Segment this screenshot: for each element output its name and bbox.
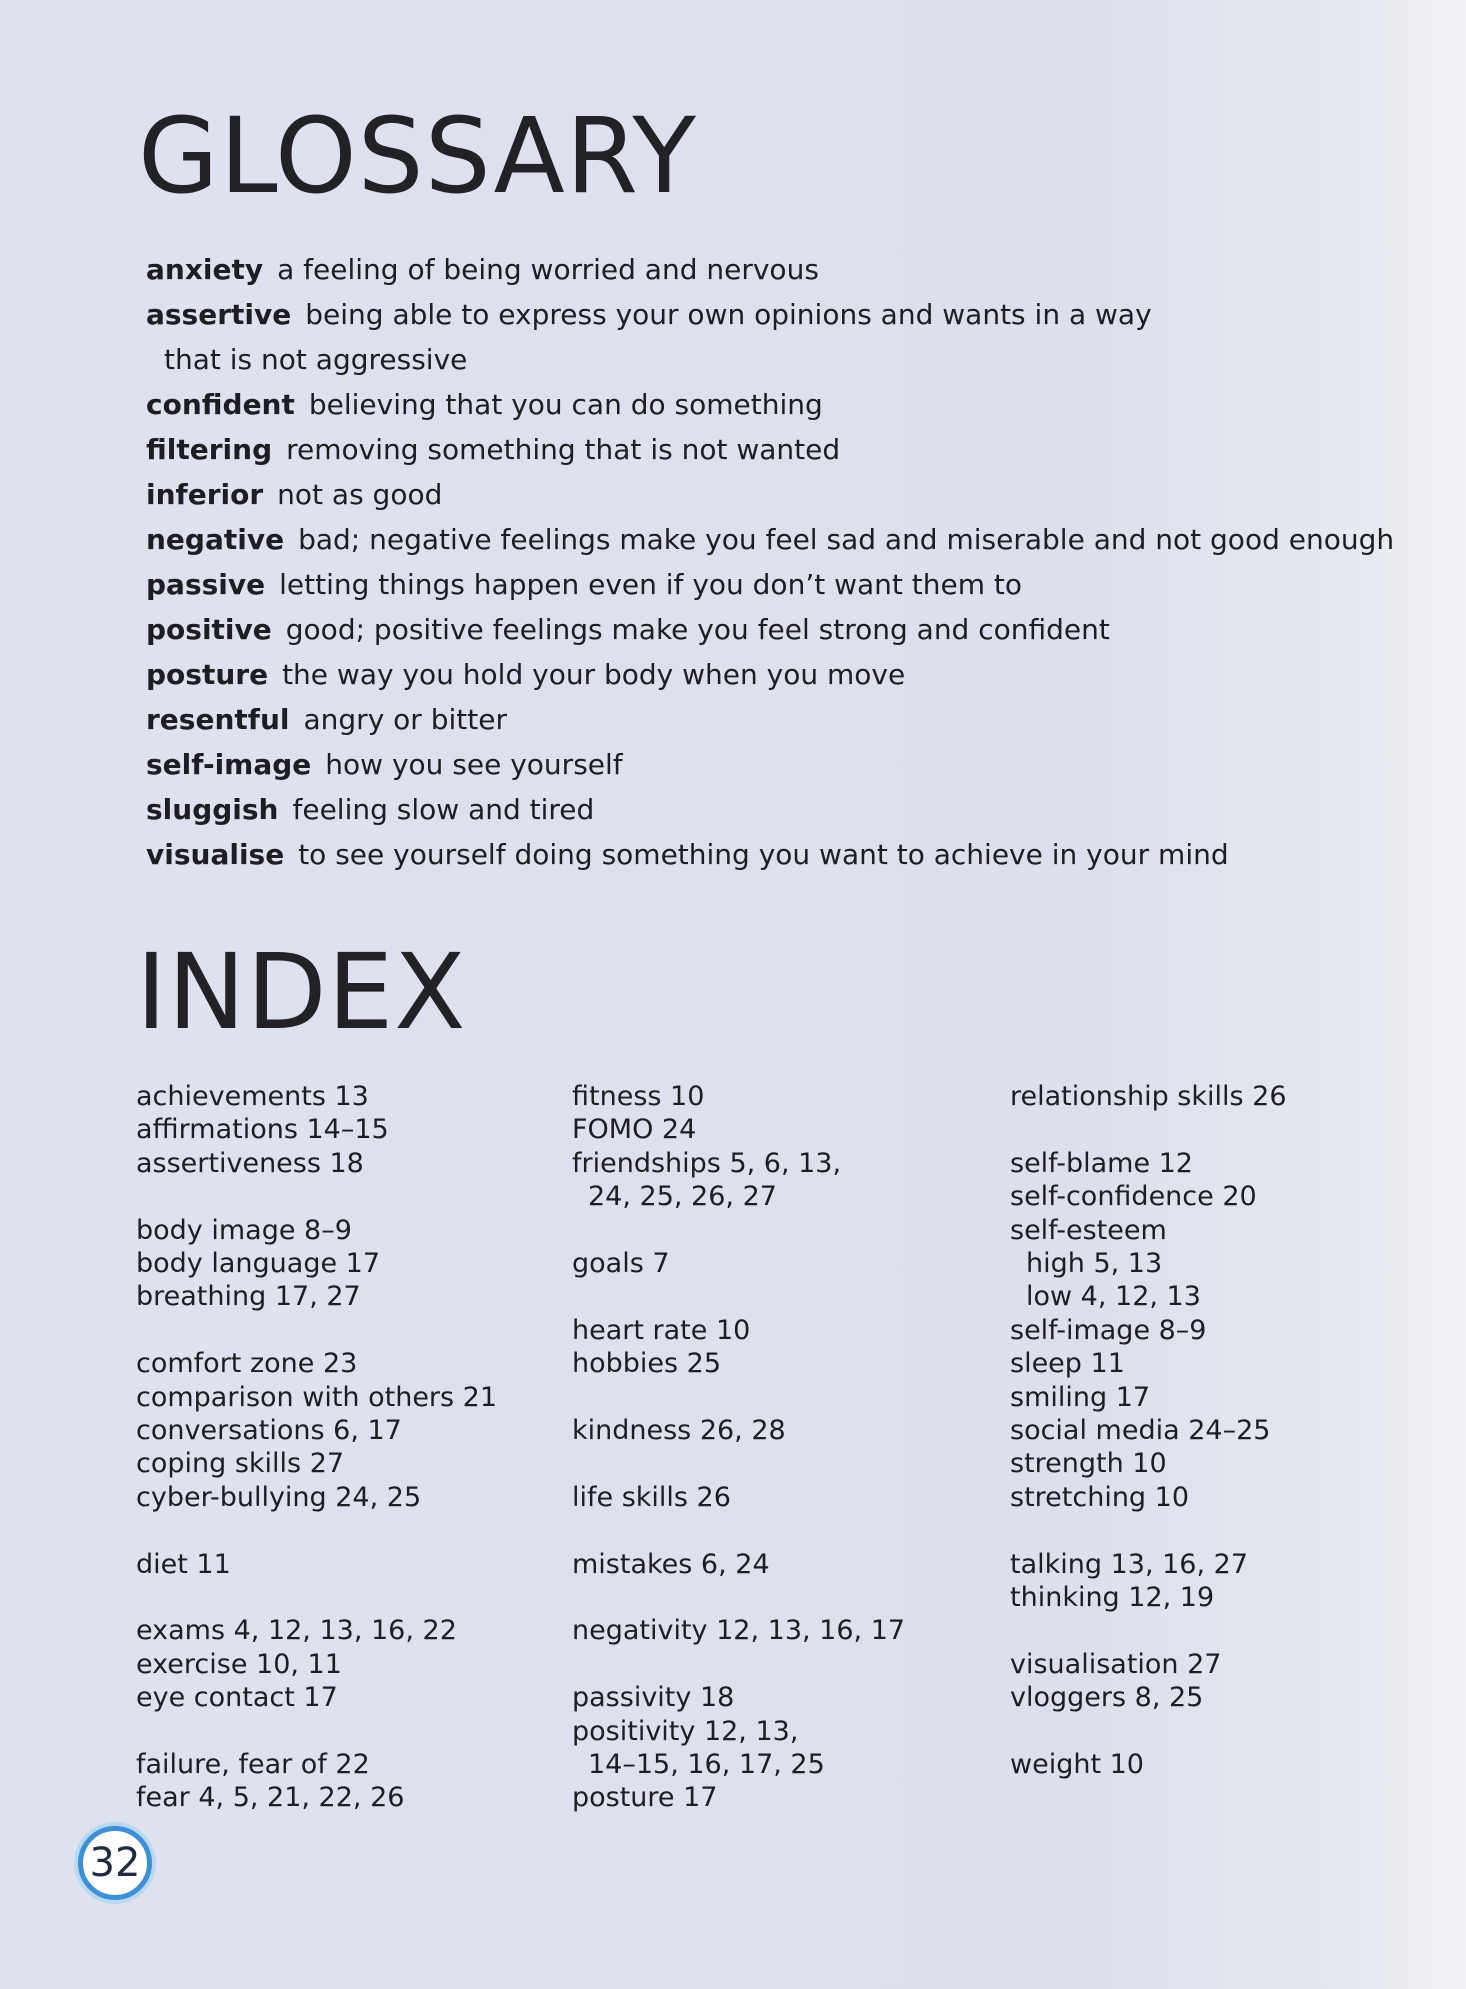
index-entry-text: posture 17 [572,1782,718,1814]
index-column-2 [572,1080,992,1815]
index-entry [572,1113,992,1146]
index-entry-text: goals 7 [572,1248,670,1280]
index-entry [1010,1648,1430,1681]
glossary-term: positive [146,613,272,646]
index-entry [136,1748,556,1781]
glossary-entry [146,292,1416,382]
index-entry [136,1648,556,1681]
glossary-term: posture [146,658,269,691]
index-entry [572,1614,992,1647]
index-entry-text: affirmations 14–15 [136,1114,389,1146]
index-entry-text: stretching 10 [1010,1481,1190,1513]
index-subentry [1010,1247,1430,1280]
glossary-term: sluggish [146,793,279,826]
glossary-definition: being able to express your own opinions and wants in a way [305,298,1152,331]
glossary-entry [146,382,1416,427]
glossary-entry [146,832,1416,877]
index-column-3 [1010,1080,1430,1781]
index-entry [1010,1447,1430,1480]
index-entry [572,1347,992,1380]
glossary-definition: removing something that is not wanted [286,433,841,466]
index-entry [572,1414,992,1447]
index-entry-text: smiling 17 [1010,1381,1151,1413]
glossary-entry [146,517,1416,562]
glossary-term: filtering [146,433,273,466]
glossary-definition: angry or bitter [303,703,507,736]
index-entry-text: self-esteem [1010,1214,1167,1246]
index-entry [572,1481,992,1514]
index-entry-text: negativity 12, 13, 16, 17 [572,1615,906,1647]
glossary-term: confident [146,388,295,421]
index-entry [1010,1548,1430,1581]
page-number: 32 [78,1826,152,1900]
index-entry-text: FOMO 24 [572,1114,697,1146]
index-entry [136,1347,556,1380]
index-entry [1010,1314,1430,1347]
index-entry-text: kindness 26, 28 [572,1415,786,1447]
index-entry-text: conversations 6, 17 [136,1415,402,1447]
index-entry [136,1481,556,1514]
glossary-title: GLOSSARY [138,95,697,217]
glossary-term: inferior [146,478,264,511]
index-entry-text: life skills 26 [572,1481,731,1513]
glossary-definition: a feeling of being worried and nervous [277,253,819,286]
index-entry [136,1247,556,1280]
index-entry-text: self-confidence 20 [1010,1181,1257,1213]
index-entry [136,1681,556,1714]
index-entry-text: vloggers 8, 25 [1010,1682,1204,1714]
glossary-entry [146,652,1416,697]
glossary-definition: to see yourself doing something you want to achieve in your mind [298,838,1229,871]
index-entry [1010,1180,1430,1213]
index-entry [136,1614,556,1647]
glossary-entry [146,787,1416,832]
glossary-definition: not as good [277,478,443,511]
index-entry [136,1548,556,1581]
glossary-definition: believing that you can do something [308,388,823,421]
glossary-term: visualise [146,838,285,871]
glossary-definition: letting things happen even if you don’t want them to [279,568,1023,601]
index-entry-text: failure, fear of 22 [136,1749,370,1781]
index-entry [1010,1481,1430,1514]
index-entry-text: breathing 17, 27 [136,1281,361,1313]
glossary-term: passive [146,568,266,601]
index-entry [136,1214,556,1247]
index-entry [572,1715,992,1782]
index-entry-text: eye contact 17 [136,1682,338,1714]
glossary-definition: good; positive feelings make you feel strong and confident [285,613,1110,646]
index-entry [572,1314,992,1347]
glossary-term: self-image [146,748,312,781]
glossary-term: assertive [146,298,292,331]
glossary-entry [146,742,1416,787]
index-entry-text: passivity 18 [572,1682,735,1714]
index-entry-text: high 5, 13 [1026,1248,1163,1280]
glossary-entry [146,562,1416,607]
index-entry-text: exercise 10, 11 [136,1648,342,1680]
index-entry-text: body language 17 [136,1248,381,1280]
index-entry-text: coping skills 27 [136,1448,345,1480]
index-entry-text: fear 4, 5, 21, 22, 26 [136,1782,405,1814]
glossary-entry [146,472,1416,517]
index-entry-text: achievements 13 [136,1081,369,1112]
index-entry-text: strength 10 [1010,1448,1167,1480]
index-entry-text: positivity 12, 13, [572,1715,799,1747]
index-entry-text: talking 13, 16, 27 [1010,1548,1249,1580]
glossary-entry [146,427,1416,472]
index-entry-text: weight 10 [1010,1749,1144,1781]
index-entry-text: diet 11 [136,1548,231,1580]
index-entry-text: thinking 12, 19 [1010,1582,1215,1614]
index-entry [1010,1748,1430,1781]
index-subentry [1010,1280,1430,1313]
index-entry-continued: 14–15, 16, 17, 25 [588,1749,825,1781]
glossary-definition: bad; negative feelings make you feel sad and miserable and not good enough [298,523,1395,556]
index-entry [572,1080,992,1113]
index-entry [1010,1581,1430,1614]
index-entry-text: fitness 10 [572,1081,705,1112]
glossary-entry [146,607,1416,652]
glossary-definition: how you see yourself [325,748,623,781]
glossary-term: resentful [146,703,290,736]
glossary-list [146,247,1416,877]
glossary-term: negative [146,523,285,556]
index-entry [136,1381,556,1414]
glossary-entry [146,697,1416,742]
index-entry-text: sleep 11 [1010,1348,1125,1380]
index-entry-text: body image 8–9 [136,1214,352,1246]
index-entry [1010,1147,1430,1180]
index-entry-text: exams 4, 12, 13, 16, 22 [136,1615,457,1647]
glossary-definition-continued: that is not aggressive [164,343,468,376]
index-entry [136,1447,556,1480]
index-entry-continued: 24, 25, 26, 27 [588,1181,777,1213]
index-entry-text: cyber-bullying 24, 25 [136,1481,422,1513]
index-entry-text: social media 24–25 [1010,1415,1271,1447]
index-entry-text: visualisation 27 [1010,1648,1222,1680]
index-entry [1010,1414,1430,1447]
index-entry-text: hobbies 25 [572,1348,722,1380]
glossary-term: anxiety [146,253,264,286]
index-entry-text: low 4, 12, 13 [1026,1281,1201,1313]
index-entry [136,1414,556,1447]
index-entry [136,1147,556,1180]
index-column-1 [136,1080,556,1815]
index-entry-text: self-image 8–9 [1010,1314,1207,1346]
index-entry-text: heart rate 10 [572,1314,751,1346]
index-entry-text: friendships 5, 6, 13, [572,1147,842,1179]
index-entry [1010,1080,1430,1113]
index-entry [572,1147,992,1214]
glossary-definition: the way you hold your body when you move [282,658,906,691]
index-entry-text: relationship skills 26 [1010,1081,1287,1112]
index-entry [1010,1681,1430,1714]
index-entry-text: assertiveness 18 [136,1147,364,1179]
index-title: INDEX [136,931,467,1053]
index-entry [136,1080,556,1113]
index-entry-text: comfort zone 23 [136,1348,358,1380]
glossary-entry [146,247,1416,292]
index-entry [572,1548,992,1581]
index-entry-text: comparison with others 21 [136,1381,498,1413]
index-entry [1010,1381,1430,1414]
index-entry-text: mistakes 6, 24 [572,1548,770,1580]
index-entry [136,1113,556,1146]
index-entry [572,1681,992,1714]
index-entry [136,1280,556,1313]
index-entry [572,1781,992,1814]
index-entry [136,1781,556,1814]
index-entry-text: self-blame 12 [1010,1147,1193,1179]
index-entry [572,1247,992,1280]
index-entry [1010,1347,1430,1380]
index-entry [1010,1214,1430,1247]
glossary-definition: feeling slow and tired [292,793,595,826]
